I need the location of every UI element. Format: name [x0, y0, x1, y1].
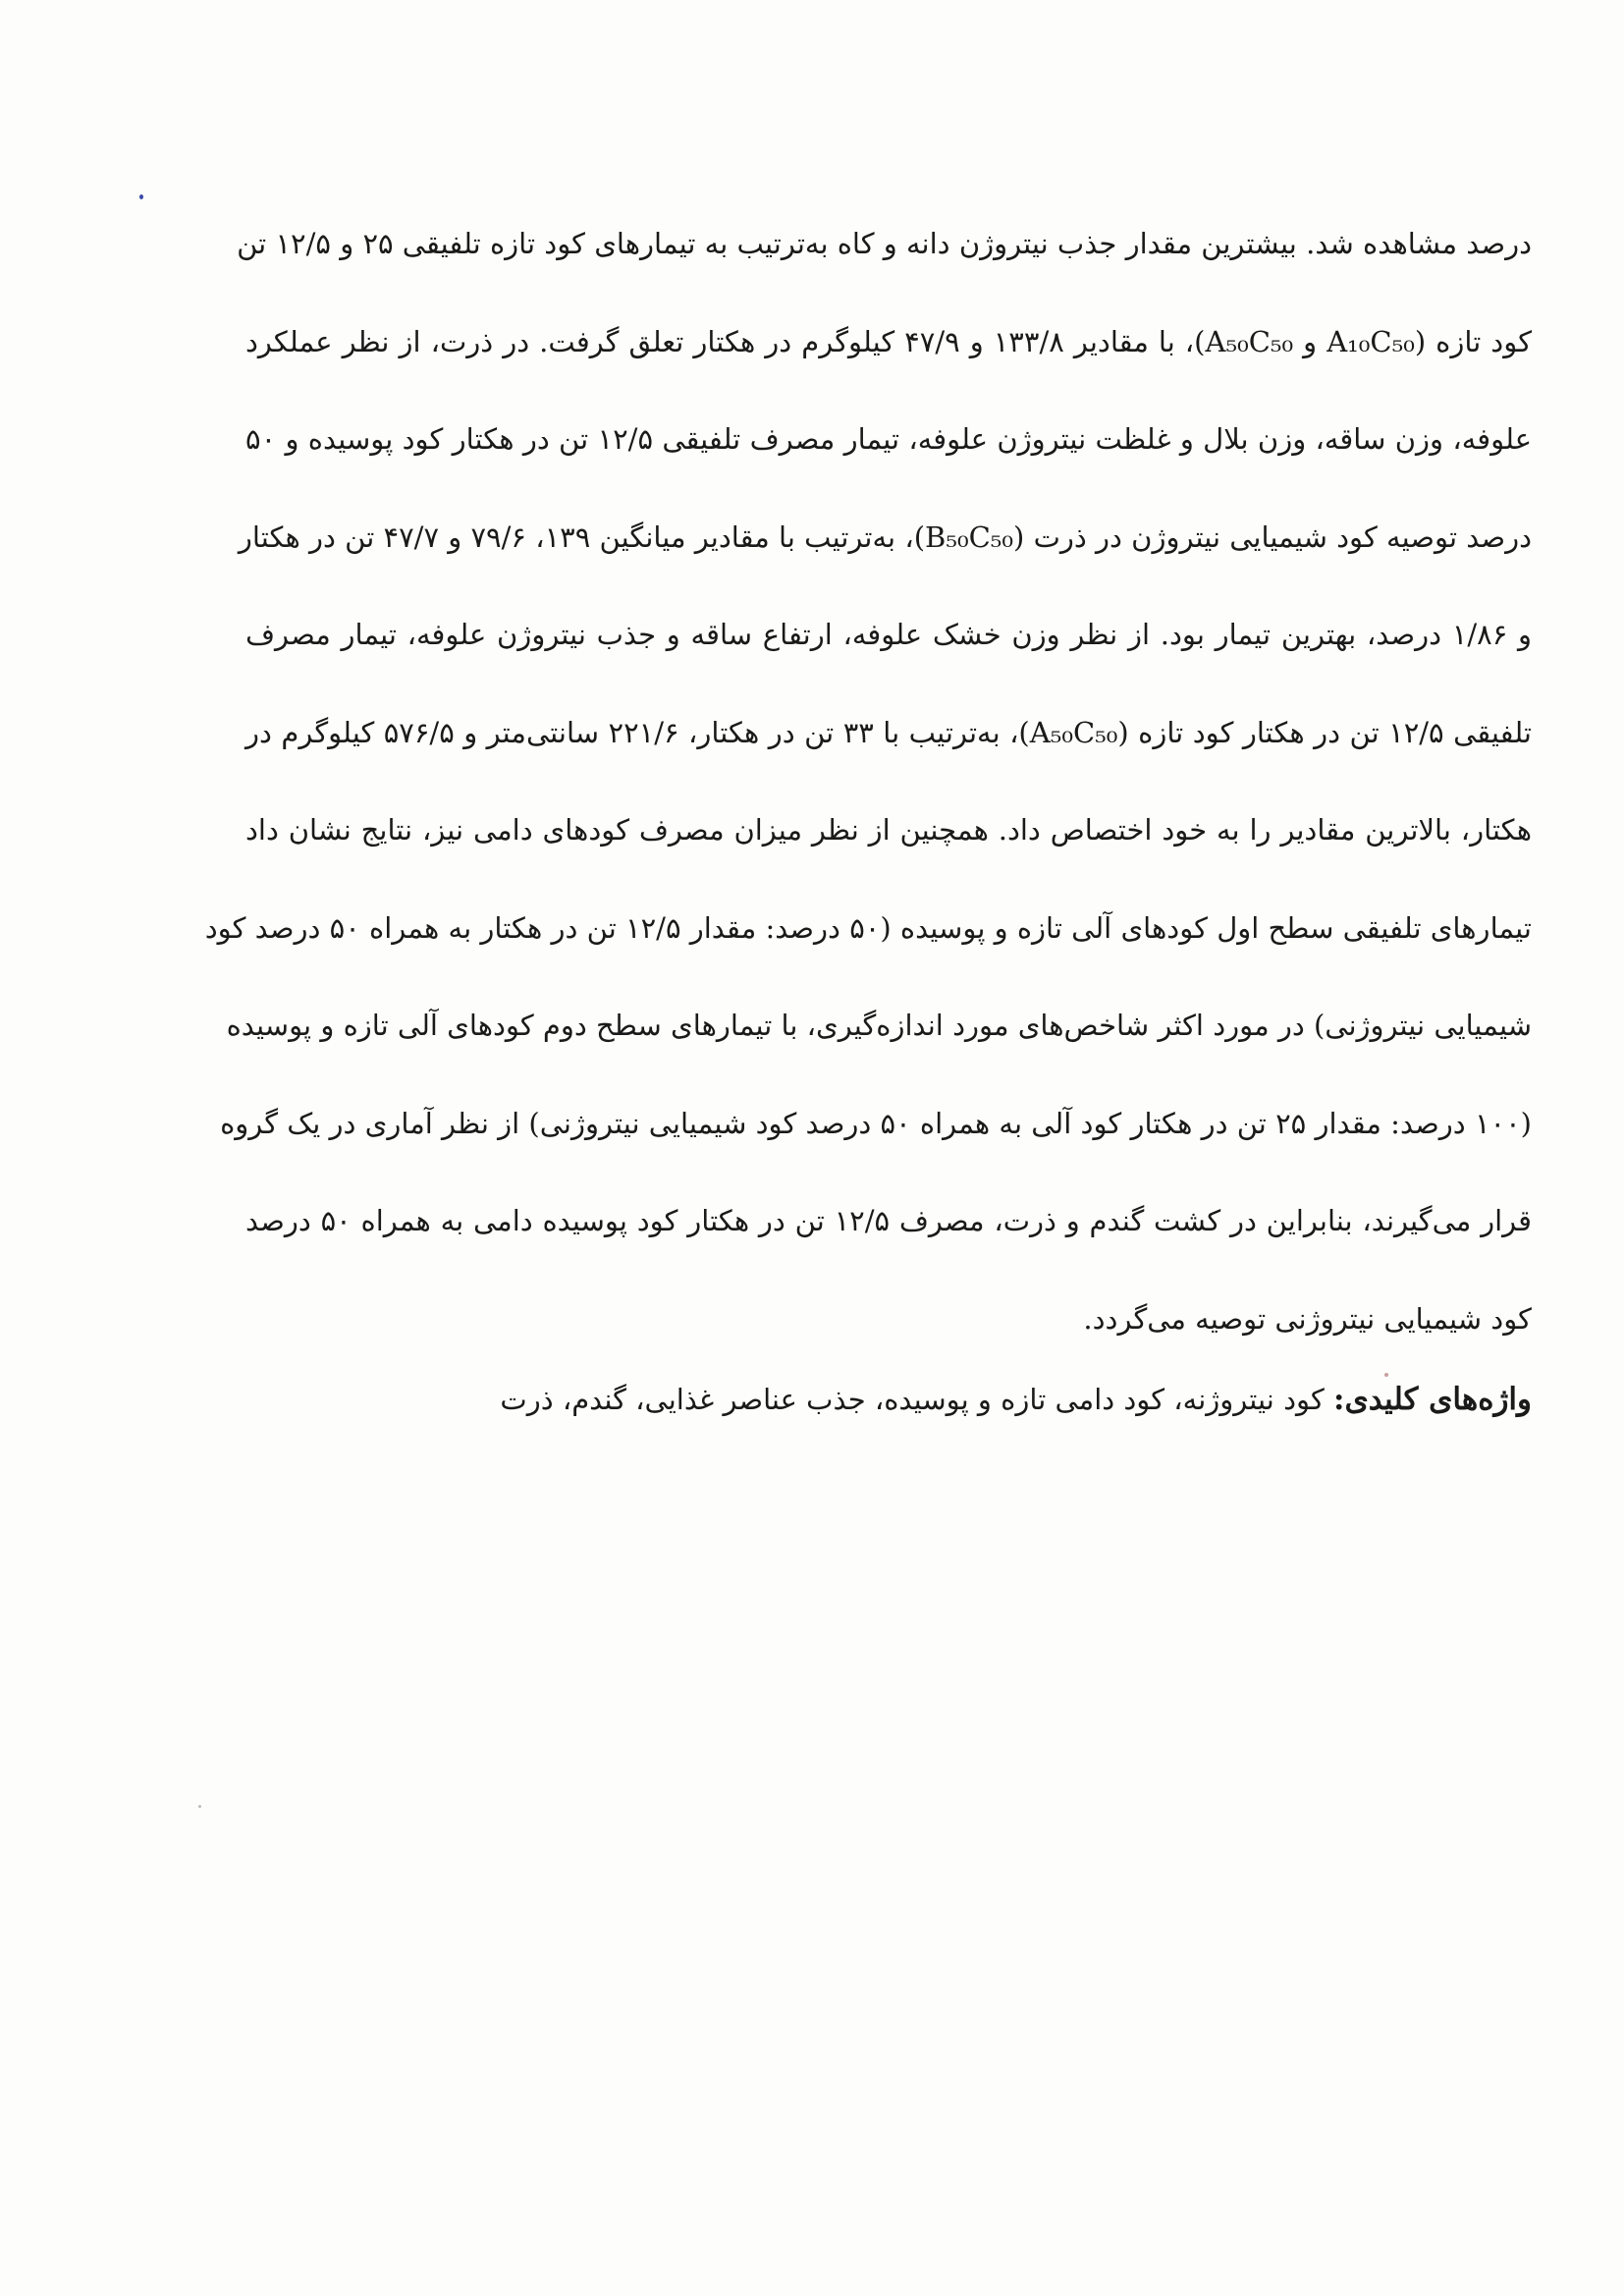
abstract-line: هکتار، بالاترین مقادیر را به خود اختصاص داد. همچنین از نظر میزان مصرف کودهای دامی نیز، نتایج نشان داد — [245, 813, 1532, 847]
keywords-text: کود نیتروژنه، کود دامی تازه و پوسیده، جذب عناصر غذایی، گندم، ذرت — [500, 1383, 1333, 1416]
abstract-line: شیمیایی نیتروژنی) در مورد اکثر شاخص‌های مورد اندازه‌گیری، با تیمارهای سطح دوم کودهای آلی تازه و پوسیده — [226, 1009, 1532, 1042]
abstract-line: (۱۰۰ درصد: مقدار ۲۵ تن در هکتار کود آلی به همراه ۵۰ درصد کود شیمیایی نیتروژنی) از نظر آماری در یک گروه — [220, 1106, 1532, 1140]
abstract-line: قرار می‌گیرند، بنابراین در کشت گندم و ذرت، مصرف ۱۲/۵ تن در هکتار کود پوسیده دامی به همراه ۵۰ درصد — [245, 1204, 1533, 1237]
abstract-line: درصد مشاهده شد. بیشترین مقدار جذب نیتروژن دانه و کاه به‌ترتیب به تیمارهای کود تازه تلفیقی ۲۵ و ۱۲/۵ تن — [237, 227, 1532, 260]
abstract-line: تلفیقی ۱۲/۵ تن در هکتار کود تازه (A₅₀C₅₀)، به‌ترتیب با ۳۳ تن در هکتار، ۲۲۱/۶ سانتی‌متر و ۵۷۶/۵ کیلوگرم در — [245, 715, 1532, 749]
keywords-label: واژه‌های کلیدی: — [1333, 1382, 1532, 1417]
abstract-line: درصد توصیه کود شیمیایی نیتروژن در ذرت (B₅₀C₅₀)، به‌ترتیب با مقادیر میانگین ۱۳۹، ۷۹/۶ و ۴۷/۷ تن در هکتار — [238, 519, 1532, 554]
abstract-line: تیمارهای تلفیقی سطح اول کودهای آلی تازه و پوسیده (۵۰ درصد: مقدار ۱۲/۵ تن در هکتار به همراه ۵۰ درصد کود — [204, 910, 1532, 945]
scan-speck-blue — [139, 194, 143, 199]
abstract-line: کود تازه (A₁₀C₅₀ و A₅₀C₅₀)، با مقادیر ۱۳۳/۸ و ۴۷/۹ کیلوگرم در هکتار تعلق گرفت. در ذرت، از نظر عملکرد — [245, 324, 1533, 358]
abstract-line: کود شیمیایی نیتروژنی توصیه می‌گردد. — [1083, 1301, 1532, 1336]
abstract-line: علوفه، وزن ساقه، وزن بلال و غلظت نیتروژن علوفه، تیمار مصرف تلفیقی ۱۲/۵ تن در هکتار کود پوسیده و ۵۰ — [245, 422, 1533, 456]
abstract-line: و ۱/۸۶ درصد، بهترین تیمار بود. از نظر وزن خشک علوفه، ارتفاع ساقه و جذب نیتروژن علوفه، تیمار مصرف — [245, 618, 1532, 651]
keywords — [245, 1370, 1532, 1429]
abstract-body — [204, 214, 1533, 1387]
scan-speck — [198, 1805, 201, 1808]
